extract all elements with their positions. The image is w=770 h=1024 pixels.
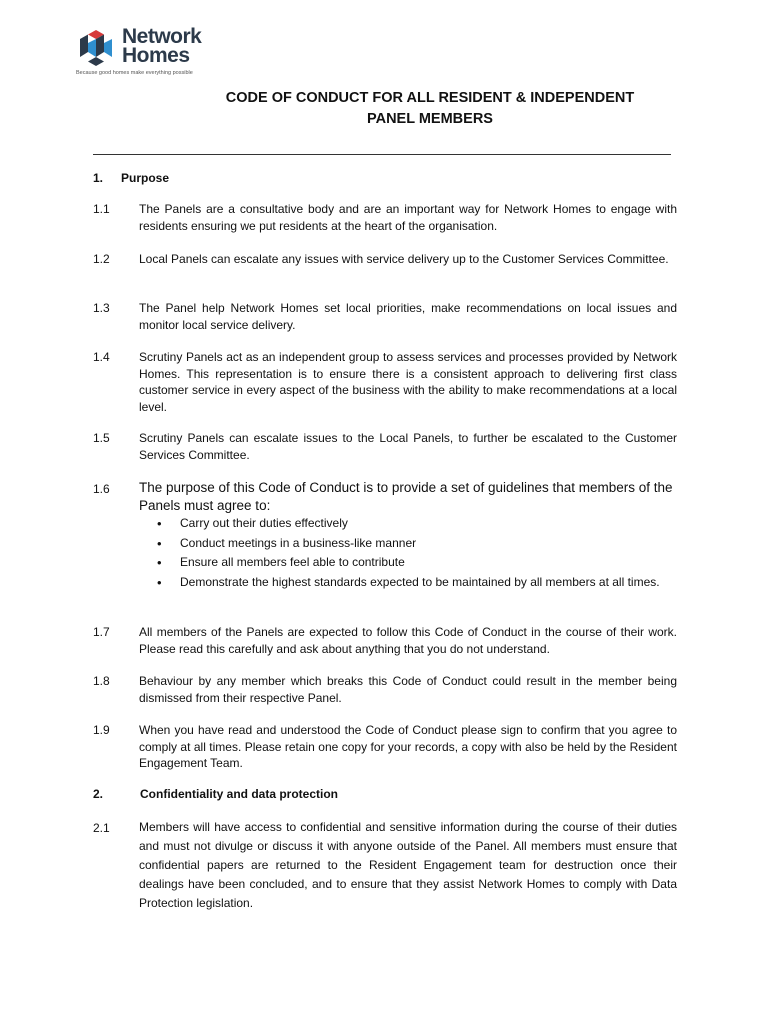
clause-text: The Panel help Network Homes set local priorities, make recommendations on local issues and monitor local service delivery.: [139, 301, 677, 332]
clause-number: 1.4: [93, 350, 110, 364]
clause-text: All members of the Panels are expected to follow this Code of Conduct in the course of their work. Please read this carefully and ask about anything that you do not understand.: [139, 625, 677, 656]
list-item: • Carry out their duties effectively: [157, 514, 677, 534]
network-homes-logo: [76, 26, 206, 82]
document-title: [0, 88, 770, 130]
clause-number: 1.1: [93, 202, 110, 216]
clause-text: Local Panels can escalate any issues with service delivery up to the Customer Services Committee.: [139, 252, 669, 266]
title-line-2: PANEL MEMBERS: [367, 111, 493, 127]
clause-text: Members will have access to confidential and sensitive information during the course of their duties and must not divulge or discuss it with anyone outside of the Panel. All members must ensure that confidential papers are returned to the Resident Engagement team for destruction once their dealings have been concluded, and to ensure that they assist Network Homes to comply with Data Protection legislation.: [139, 820, 677, 910]
section-1-number: 1.: [93, 171, 104, 185]
clause-text: Scrutiny Panels act as an independent group to assess services and processes provided by Network Homes. This representation is to ensure there is a consistent approach to delivering first class customer service in every aspect of the business with the ability to make recommendations at a local level.: [139, 350, 677, 414]
clause-text: When you have read and understood the Code of Conduct please sign to confirm that you agree to comply at all times. Please retain one copy for your records, a copy with also be held by the Resident Engagement Team.: [139, 723, 677, 770]
logo-word-homes: Homes: [122, 44, 190, 67]
logo-tagline: Because good homes make everything possible: [76, 70, 193, 76]
clause-number: 1.6: [93, 482, 110, 496]
clause-number: 1.2: [93, 252, 110, 266]
clause-number: 2.1: [93, 821, 110, 835]
list-item: • Demonstrate the highest standards expected to be maintained by all members at all times.: [157, 573, 677, 593]
clause-number: 1.7: [93, 625, 110, 639]
list-item: • Conduct meetings in a business-like manner: [157, 534, 677, 554]
section-1-title: Purpose: [121, 171, 170, 185]
clause-text: Scrutiny Panels can escalate issues to the Local Panels, to further be escalated to the Customer Services Committee.: [139, 431, 677, 462]
title-divider: [93, 154, 671, 155]
clause-text: The Panels are a consultative body and are an important way for Network Homes to engage with residents ensuring we put residents at the heart of the organisation.: [139, 202, 677, 233]
logo-wordmark: [122, 27, 201, 65]
clause-number: 1.9: [93, 723, 110, 737]
section-2-title: Confidentiality and data protection: [140, 787, 339, 801]
clause-number: 1.3: [93, 301, 110, 315]
title-line-1: CODE OF CONDUCT FOR ALL RESIDENT & INDEPENDENT: [225, 90, 635, 106]
section-2-number: 2.: [93, 787, 104, 801]
clause-text: Behaviour by any member which breaks this Code of Conduct could result in the member being dismissed from their respective Panel.: [139, 674, 677, 705]
list-item: • Ensure all members feel able to contribute: [157, 553, 677, 573]
guidelines-bullet-list: [157, 514, 677, 592]
clause-number: 1.5: [93, 431, 110, 445]
clause-number: 1.8: [93, 674, 110, 688]
clause-text: The purpose of this Code of Conduct is to provide a set of guidelines that members of the Panels must agree to:: [139, 480, 673, 513]
logo-word-network: Network: [122, 25, 202, 48]
network-homes-logo-mark-icon: [76, 28, 116, 68]
